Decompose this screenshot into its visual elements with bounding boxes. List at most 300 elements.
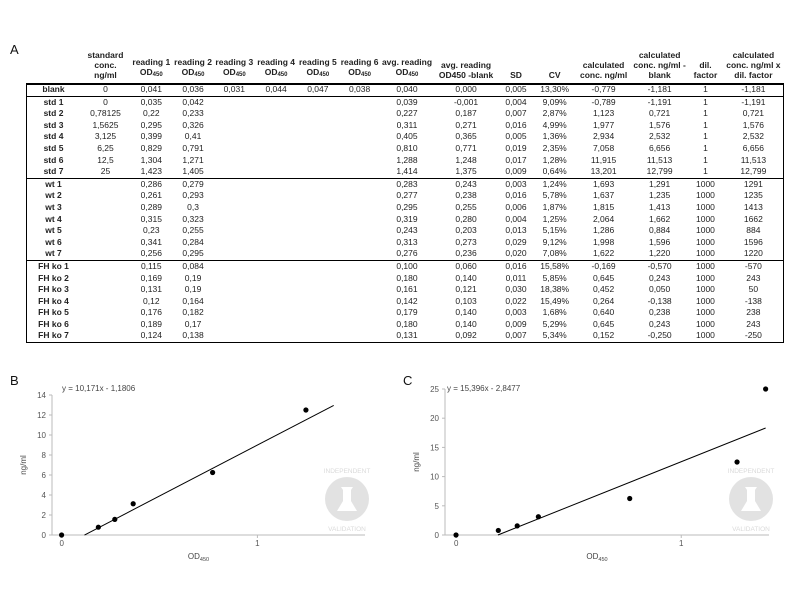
table-cell: 4,99% <box>542 119 567 130</box>
table-cell: -138 <box>744 295 762 306</box>
table-cell: 1,24% <box>533 178 576 190</box>
table-cell <box>213 260 255 272</box>
table-cell <box>213 108 255 120</box>
table-cell: 15,58% <box>533 260 576 272</box>
table-cell: 1,87% <box>542 201 567 212</box>
table-row <box>26 273 784 285</box>
column-header <box>81 50 130 84</box>
table-row <box>26 260 784 272</box>
table-cell: 1,304 <box>140 154 162 165</box>
column-header <box>213 50 255 84</box>
table-cell <box>255 120 297 132</box>
column-header-subscript: 450 <box>152 72 163 78</box>
column-header-text: calculated conc. ng/ml <box>579 60 628 80</box>
table-cell: -0,789 <box>576 96 631 108</box>
table-cell: 0,315 <box>140 213 162 224</box>
table-cell: 1000 <box>695 248 715 259</box>
table-cell: 12,799 <box>646 166 673 177</box>
column-header-text: reading 5 OD <box>298 57 337 77</box>
chart-c <box>405 385 800 600</box>
table-cell <box>255 260 297 272</box>
table-cell: 3,125 <box>94 131 117 142</box>
column-header-text: reading 4 OD <box>257 57 295 77</box>
panel-label-a: A <box>10 42 19 57</box>
table-cell: 0,280 <box>455 213 477 224</box>
table-row <box>26 108 784 120</box>
x-axis-label: $OD_{450}$ <box>187 552 210 563</box>
table-cell: 0,013 <box>505 225 527 236</box>
table-cell: 0,311 <box>396 119 418 130</box>
table-cell: 0,271 <box>455 119 477 130</box>
table-cell <box>213 190 255 202</box>
y-tick-label: 4 <box>41 491 46 500</box>
table-cell: 1 <box>703 119 708 130</box>
table-cell: 1,28% <box>542 154 567 165</box>
table-cell: -1,181 <box>631 84 688 97</box>
table-cell: 0,164 <box>182 295 204 306</box>
data-point <box>96 525 101 530</box>
row-label: FH ko 3 <box>38 284 69 295</box>
y-axis-label: ng/ml <box>19 455 28 475</box>
table-cell: 0,452 <box>592 284 615 295</box>
column-header <box>255 50 297 84</box>
table-cell: 0,289 <box>140 201 162 212</box>
column-header-subscript: 450 <box>194 72 205 78</box>
table-cell: 7,08% <box>542 248 567 259</box>
table-row <box>26 214 784 226</box>
table-cell: 0,19 <box>184 284 202 295</box>
table-cell: 0,029 <box>505 236 527 247</box>
table-cell: 0,041 <box>130 84 173 97</box>
table-cell <box>339 273 381 285</box>
table-cell: 0,140 <box>455 272 477 283</box>
table-cell <box>297 330 339 342</box>
table-cell: 1220 <box>743 248 763 259</box>
validation-watermark-icon <box>324 468 371 533</box>
table-cell: 0,084 <box>173 260 214 272</box>
table-cell <box>81 307 130 319</box>
row-label: wt 5 <box>45 225 62 236</box>
row-label: std 2 <box>43 108 64 119</box>
table-cell <box>297 225 339 237</box>
table-row <box>26 155 784 167</box>
table-cell: 0,341 <box>140 236 162 247</box>
watermark-text-top: INDEPENDENT <box>323 468 371 475</box>
table-cell <box>255 296 297 308</box>
column-header-text: avg. reading OD450 -blank <box>438 60 494 80</box>
table-cell <box>339 190 381 202</box>
table-cell: 1662 <box>743 213 763 224</box>
table-cell <box>81 330 130 342</box>
table-cell: 0,142 <box>396 295 418 306</box>
table-cell: 0,243 <box>648 272 671 283</box>
table-cell: 2,532 <box>742 131 765 142</box>
table-cell: 1 <box>688 96 723 108</box>
table-cell <box>339 108 381 120</box>
table-cell: 0,003 <box>505 307 527 318</box>
table-cell: 0,000 <box>433 84 498 97</box>
column-header <box>26 50 81 84</box>
table-cell: 0,016 <box>505 190 527 201</box>
table-cell: 0,050 <box>648 284 671 295</box>
table-cell: 0,19 <box>184 272 202 283</box>
table-cell: 1,286 <box>592 225 615 236</box>
table-cell: 0,3 <box>187 201 199 212</box>
table-cell <box>297 155 339 167</box>
table-cell <box>213 96 255 108</box>
table-cell <box>213 178 255 190</box>
table-row <box>26 166 784 178</box>
table-row <box>26 330 784 342</box>
watermark-text-bottom: VALIDATION <box>732 526 770 533</box>
table-cell: 0,176 <box>140 307 162 318</box>
x-tick-label: 1 <box>679 539 684 548</box>
table-cell: 1,637 <box>592 190 615 201</box>
table-cell: 1,622 <box>592 248 615 259</box>
table-cell: 0,227 <box>396 108 418 119</box>
data-point <box>59 532 64 537</box>
table-cell <box>339 166 381 178</box>
table-cell: 1,220 <box>648 248 671 259</box>
table-cell: 0,22 <box>143 108 160 119</box>
table-cell: 0,884 <box>648 225 671 236</box>
table-cell: 0,044 <box>255 84 297 97</box>
table-cell: 9,12% <box>542 236 567 247</box>
table-cell: 0,12 <box>143 295 160 306</box>
table-cell: 1000 <box>695 190 715 201</box>
table-cell: 0,038 <box>339 84 381 97</box>
table-cell <box>339 248 381 260</box>
table-cell: 0,138 <box>182 330 204 341</box>
y-tick-label: 6 <box>41 471 46 480</box>
table-cell: 50 <box>748 284 759 295</box>
table-cell: -0,138 <box>647 295 672 306</box>
table-cell <box>213 319 255 331</box>
data-point <box>496 528 501 533</box>
row-label: std 5 <box>43 142 64 153</box>
data-point <box>131 501 136 506</box>
table-cell: 1,68% <box>542 307 567 318</box>
column-header-text: SD <box>510 70 522 80</box>
table-cell <box>297 248 339 260</box>
table-cell <box>255 237 297 249</box>
table-cell: -1,191 <box>631 96 688 108</box>
table-cell: 0,124 <box>140 330 162 341</box>
table-row <box>26 143 784 155</box>
table-cell: 1,413 <box>648 201 671 212</box>
y-axis-label: ng/ml <box>412 452 421 472</box>
table-cell <box>255 225 297 237</box>
table-cell: 0,41 <box>184 131 202 142</box>
table-cell: 9,09% <box>533 96 576 108</box>
table-cell: 0,047 <box>297 84 339 97</box>
column-header-subscript: 450 <box>319 72 330 78</box>
trend-line <box>84 405 333 535</box>
row-label: wt 2 <box>45 190 62 201</box>
table-cell <box>213 225 255 237</box>
table-cell <box>339 225 381 237</box>
table-cell: 0,236 <box>455 248 477 259</box>
row-label: FH ko 7 <box>38 330 69 341</box>
y-tick-label: 10 <box>37 431 46 440</box>
table-cell <box>297 273 339 285</box>
table-cell <box>213 273 255 285</box>
table-cell: 0,140 <box>455 318 477 329</box>
table-cell: 2,064 <box>592 213 615 224</box>
table-cell: 0,233 <box>182 108 204 119</box>
table-cell <box>213 202 255 214</box>
table-cell: 1596 <box>743 236 763 247</box>
x-axis-label: $OD_{450}$ <box>586 552 608 563</box>
table-cell: 1000 <box>695 330 715 341</box>
table-cell: 13,201 <box>590 166 617 177</box>
x-tick-label: 0 <box>59 539 65 548</box>
table-cell <box>81 273 130 285</box>
table-cell: 1 <box>703 142 708 153</box>
validation-watermark-icon <box>728 468 775 533</box>
row-label: wt 4 <box>45 213 62 224</box>
table-cell: 0,003 <box>499 178 534 190</box>
data-point <box>112 517 117 522</box>
table-cell: 0,319 <box>396 213 418 224</box>
table-cell: 1 <box>703 166 708 177</box>
table-cell: 0,011 <box>505 272 527 283</box>
column-header <box>576 50 631 84</box>
row-label: FH ko 1 <box>26 260 81 272</box>
y-tick-label: 5 <box>434 501 439 511</box>
column-header <box>339 50 381 84</box>
table-cell <box>213 131 255 143</box>
table-cell: 1,414 <box>396 166 418 177</box>
table-cell <box>255 131 297 143</box>
table-cell <box>297 178 339 190</box>
table-cell: 0,256 <box>140 248 162 259</box>
table-cell: 1,123 <box>592 108 615 119</box>
table-row <box>26 248 784 260</box>
table-cell: 1,375 <box>455 166 477 177</box>
table-cell: 1,662 <box>648 213 671 224</box>
table-cell: 0,261 <box>140 190 162 201</box>
table-cell: 1 <box>703 131 708 142</box>
table-cell: 5,85% <box>542 272 567 283</box>
row-label: wt 1 <box>26 178 81 190</box>
table-cell: 0,004 <box>505 213 527 224</box>
y-tick-label: 0 <box>41 531 46 540</box>
data-point <box>734 459 739 464</box>
x-axis-label-subscript: 450 <box>199 557 210 563</box>
table-cell: 1291 <box>723 178 784 190</box>
table-cell <box>81 190 130 202</box>
table-cell: 1000 <box>695 318 715 329</box>
table-cell: 0,179 <box>396 307 418 318</box>
table-cell <box>297 296 339 308</box>
table-cell: 0,004 <box>499 96 534 108</box>
table-cell <box>81 178 130 190</box>
table-cell: 0,326 <box>182 119 204 130</box>
table-cell: 0,180 <box>396 318 418 329</box>
table-cell: 6,656 <box>742 142 765 153</box>
table-cell <box>297 307 339 319</box>
table-cell: -0,779 <box>576 84 631 97</box>
table-cell: 0,009 <box>505 166 527 177</box>
table-cell: 0,036 <box>173 84 214 97</box>
column-header <box>173 50 214 84</box>
table-cell: 0,140 <box>455 307 477 318</box>
table-cell: -0,250 <box>647 330 672 341</box>
table-cell <box>213 248 255 260</box>
table-cell: 1,815 <box>592 201 615 212</box>
row-label: FH ko 6 <box>38 318 69 329</box>
data-point <box>453 532 458 537</box>
table-cell: 0,279 <box>173 178 214 190</box>
table-cell <box>255 248 297 260</box>
table-cell: 0,005 <box>505 131 527 142</box>
y-tick-label: 25 <box>430 385 439 394</box>
table-cell <box>213 155 255 167</box>
watermark-text-top: INDEPENDENT <box>727 468 775 475</box>
table-cell: 12,5 <box>97 154 114 165</box>
table-cell: 0,009 <box>505 318 527 329</box>
table-row <box>26 202 784 214</box>
table-cell: 12,799 <box>740 166 767 177</box>
table-cell <box>339 178 381 190</box>
table-cell <box>339 96 381 108</box>
table-cell: 0,17 <box>184 318 202 329</box>
table-cell: 11,915 <box>590 154 617 165</box>
row-label: FH ko 2 <box>38 272 69 283</box>
column-header <box>381 50 434 84</box>
column-header-text: calculated conc. ng/ml -blank <box>633 50 686 80</box>
row-label: std 1 <box>26 96 81 108</box>
table-cell: 0,721 <box>742 108 765 119</box>
table-cell: 5,34% <box>542 330 567 341</box>
table-cell: 25 <box>100 166 111 177</box>
table-cell: 2,532 <box>648 131 671 142</box>
column-header-text: standard conc. ng/ml <box>87 50 124 80</box>
table-cell: 1,271 <box>182 154 204 165</box>
column-header-text: reading 2 OD <box>174 57 212 77</box>
table-cell: 0,295 <box>140 119 162 130</box>
table-cell <box>255 284 297 296</box>
column-header <box>533 50 576 84</box>
results-table <box>26 50 784 342</box>
table-row <box>26 307 784 319</box>
table-cell: 1,576 <box>742 119 765 130</box>
row-label: FH ko 5 <box>38 307 69 318</box>
panel-label-c: C <box>403 373 413 388</box>
table-cell: 0,040 <box>381 84 434 97</box>
table-cell: 1,423 <box>140 166 162 177</box>
table-cell: 6,25 <box>97 142 114 153</box>
table-cell: 0,016 <box>505 119 527 130</box>
table-cell: 0,243 <box>396 225 418 236</box>
table-cell: -1,181 <box>723 84 784 97</box>
table-row <box>26 284 784 296</box>
table-cell: 0,007 <box>505 108 527 119</box>
column-header <box>631 50 688 84</box>
table-cell <box>297 166 339 178</box>
column-header-text: dil. factor <box>693 60 718 80</box>
row-label: blank <box>26 84 81 97</box>
table-cell: 1,235 <box>648 190 671 201</box>
table-cell: 1,36% <box>542 131 567 142</box>
table-cell: 0 <box>81 96 130 108</box>
data-point <box>515 523 520 528</box>
table-cell <box>255 166 297 178</box>
table-cell <box>255 202 297 214</box>
table-cell <box>213 237 255 249</box>
table-cell: 0,031 <box>213 84 255 97</box>
table-cell <box>339 202 381 214</box>
table-cell <box>297 120 339 132</box>
row-label: std 3 <box>43 119 64 130</box>
table-cell <box>297 319 339 331</box>
table-cell <box>213 166 255 178</box>
table-cell <box>255 178 297 190</box>
table-cell <box>255 273 297 285</box>
table-cell: 0,020 <box>505 248 527 259</box>
table-cell: 1,291 <box>631 178 688 190</box>
table-cell: 0,238 <box>455 190 477 201</box>
table-cell <box>339 284 381 296</box>
table-cell: 0,152 <box>592 330 615 341</box>
table-cell: 0,293 <box>182 190 204 201</box>
table-cell <box>339 131 381 143</box>
table-cell: 0,810 <box>396 142 418 153</box>
y-tick-label: 2 <box>41 511 46 520</box>
column-header-subscript: 450 <box>360 72 371 78</box>
table-cell: 0,295 <box>396 201 418 212</box>
table-cell: 0,161 <box>396 284 418 295</box>
table-cell: 2,87% <box>542 108 567 119</box>
table-cell <box>213 143 255 155</box>
table-row <box>26 178 784 190</box>
table-cell <box>81 237 130 249</box>
table-cell: 1000 <box>695 295 715 306</box>
table-cell <box>339 296 381 308</box>
table-cell <box>255 96 297 108</box>
table-cell: 0,092 <box>455 330 477 341</box>
table-cell: 0,243 <box>648 318 671 329</box>
table-cell: 0,019 <box>505 142 527 153</box>
table-row <box>26 190 784 202</box>
column-header <box>688 50 723 84</box>
table-cell <box>213 120 255 132</box>
table-cell: 0,64% <box>542 166 567 177</box>
column-header-subscript: 450 <box>408 72 419 78</box>
table-cell: -0,570 <box>631 260 688 272</box>
table-cell <box>297 190 339 202</box>
table-cell <box>255 319 297 331</box>
data-point <box>303 407 308 412</box>
table-cell <box>255 307 297 319</box>
table-cell: 1235 <box>743 190 763 201</box>
table-cell <box>81 214 130 226</box>
table-cell <box>213 214 255 226</box>
table-cell: 0,255 <box>455 201 477 212</box>
table-cell: 0,243 <box>433 178 498 190</box>
column-header-text: calculated conc. ng/ml x dil. factor <box>726 50 781 80</box>
table-cell <box>339 237 381 249</box>
column-header-text: reading 1 OD <box>132 57 171 77</box>
table-cell: 1 <box>688 84 723 97</box>
column-header-subscript: 450 <box>277 72 288 78</box>
table-cell: 0,005 <box>499 84 534 97</box>
table-cell <box>297 131 339 143</box>
table-cell: 1 <box>703 108 708 119</box>
table-cell: -1,191 <box>723 96 784 108</box>
table-cell <box>81 225 130 237</box>
